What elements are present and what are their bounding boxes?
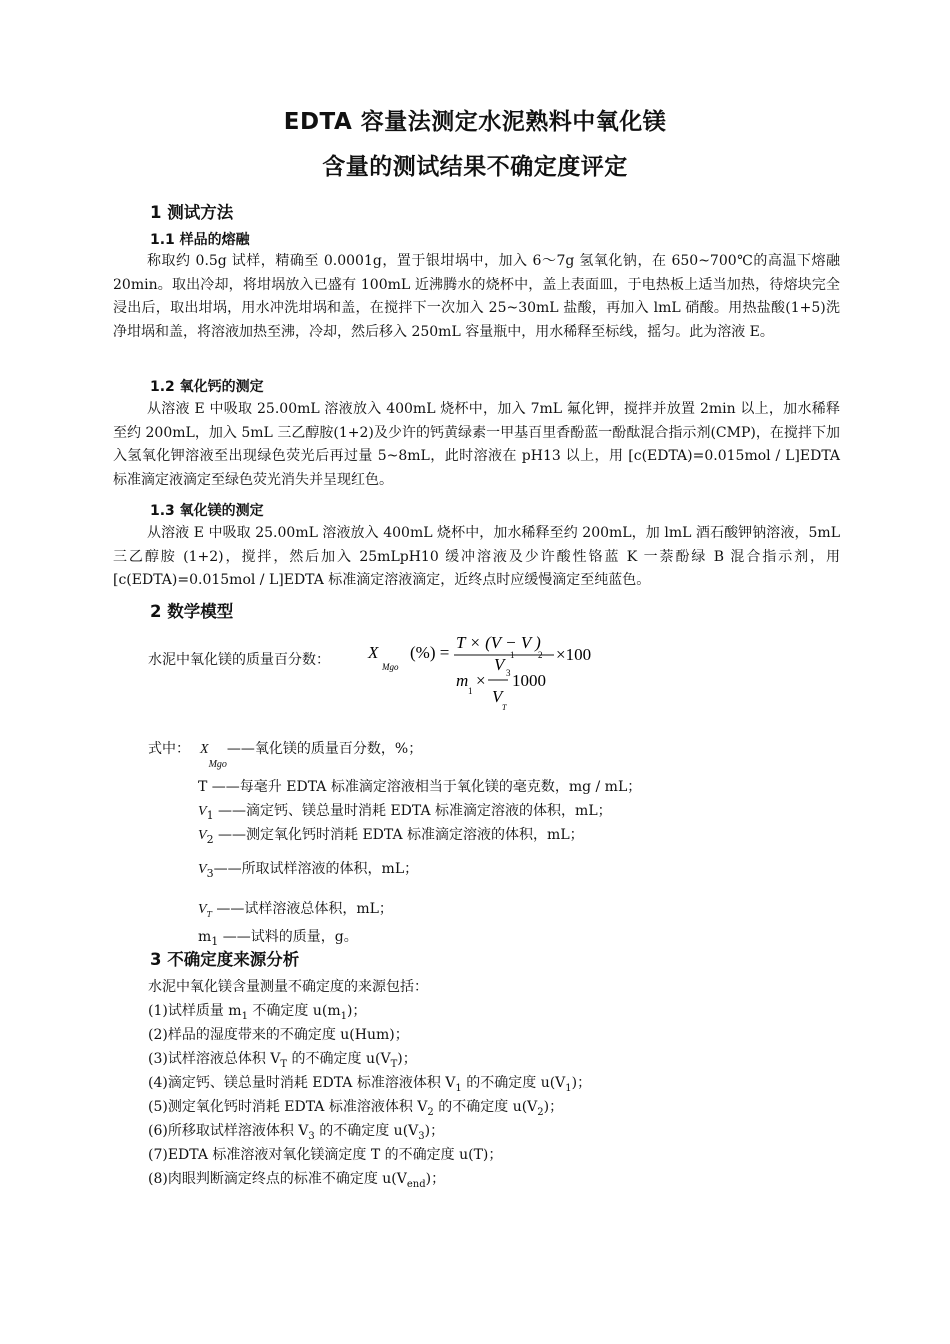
section-1-2-heading: 1.2 氧化钙的测定: [150, 379, 264, 395]
formula-lhs-sub: Mgo: [382, 662, 399, 672]
section-1-3-text: 从溶液 E 中吸取 25.00mL 溶液放入 400mL 烧杯中，加水稀释至约 200mL，加 lmL 酒石酸钾钠溶液，5mL 三乙醇胺 (1+2)，搅拌，然后加入 25mLpH10 缓冲溶液及少许酸性铬蓝 K 一萘酚绿 B 混合指示剂，用 [c(EDTA)=0.015mol / L]EDTA 标准滴定溶液滴定，近终点时应缓慢滴定至纯蓝色。: [113, 525, 840, 588]
definition-description: ——试样溶液总体积，mL；: [211, 901, 393, 917]
definition-symbol: V: [198, 828, 207, 843]
source-text: )；: [346, 1003, 367, 1019]
symbol-definition-row: [198, 800, 612, 822]
uncertainty-source-item: [148, 1024, 409, 1044]
source-subscript: 3: [418, 1130, 425, 1142]
symbol-definition-row: [198, 776, 641, 796]
definition-description: ——滴定钙、镁总量时消耗 EDTA 标准滴定溶液的体积，mL；: [213, 803, 612, 819]
definition-subscript: 1: [211, 934, 219, 948]
source-text: 不确定度 u(m: [247, 1003, 341, 1019]
source-text: )；: [425, 1171, 446, 1187]
section-1-3-heading: 1.3 氧化镁的测定: [150, 503, 264, 519]
source-subscript: 1: [340, 1010, 347, 1022]
formula-svg: [360, 628, 620, 714]
definition-symbol: V: [198, 804, 207, 819]
source-subscript: T: [390, 1058, 398, 1070]
where-x-sub: Mgo: [208, 758, 227, 770]
formula-den-m: m: [456, 671, 469, 690]
title-line-1: EDTA 容量法测定水泥熟料中氧化镁: [283, 109, 667, 135]
source-text: )；: [397, 1051, 417, 1067]
source-text: )；: [543, 1099, 564, 1115]
source-text: (8)肉眼判断滴定终点的标准不确定度 u(V: [148, 1171, 407, 1187]
formula-lhs-rest: (%) =: [410, 643, 450, 662]
definition-symbol: V: [198, 862, 207, 877]
symbol-definition-row: [198, 858, 418, 880]
formula-lhs-x: X: [368, 643, 379, 662]
source-subscript: 2: [427, 1106, 434, 1118]
where-label: 式中：: [148, 741, 190, 757]
section-3-heading: 3 不确定度来源分析: [150, 950, 300, 969]
source-subscript: T: [280, 1058, 288, 1070]
formula-den-m-sub: 1: [468, 686, 473, 696]
source-text: (5)测定氧化钙时消耗 EDTA 标准溶液体积 V: [148, 1099, 428, 1115]
source-text: (1)试样质量 m: [148, 1003, 242, 1019]
source-text: )；: [424, 1123, 445, 1139]
definition-description: ——所取试样溶液的体积，mL；: [213, 861, 419, 877]
source-text: (3)试样溶液总体积 V: [148, 1051, 281, 1067]
where-x-symbol: X: [200, 742, 209, 757]
source-subscript: 1: [455, 1082, 462, 1094]
formula-label: 水泥中氧化镁的质量百分数：: [148, 652, 330, 668]
definition-symbol: T: [198, 779, 208, 795]
source-subscript: end: [406, 1178, 426, 1190]
formula-den-v: V: [494, 655, 505, 674]
where-x-desc: ——氧化镁的质量百分数，%；: [226, 741, 423, 757]
uncertainty-source-item: [148, 1168, 445, 1190]
source-text: )；: [571, 1075, 592, 1091]
formula-times-100: ×100: [556, 645, 592, 664]
symbol-definition-row: [198, 926, 358, 948]
formula-num-sub1: 1: [510, 650, 515, 660]
source-text: (6)所移取试样溶液体积 V: [148, 1123, 309, 1139]
section-3-intro: 水泥中氧化镁含量测量不确定度的来源包括：: [148, 979, 428, 995]
source-text: 的不确定度 u(V: [433, 1099, 538, 1115]
source-text: 的不确定度 u(V: [314, 1123, 419, 1139]
source-subscript: 1: [565, 1082, 572, 1094]
definition-subscript: 1: [206, 808, 214, 822]
definition-description: ——试料的质量，g。: [218, 929, 358, 945]
formula-numerator: T × (V − V ): [456, 633, 541, 652]
uncertainty-source-item: [148, 1048, 417, 1070]
source-text: (2)样品的湿度带来的不确定度 u(Hum)；: [148, 1027, 409, 1043]
source-text: 的不确定度 u(V: [461, 1075, 566, 1091]
section-2-heading: 2 数学模型: [150, 602, 234, 621]
section-1-heading: 1 测试方法: [150, 203, 234, 222]
definition-description: ——测定氧化钙时消耗 EDTA 标准滴定溶液的体积，mL；: [213, 827, 584, 843]
uncertainty-source-item: [148, 1000, 366, 1022]
source-subscript: 2: [537, 1106, 544, 1118]
formula-den-vt-sub: T: [502, 703, 507, 712]
definition-subscript: 3: [206, 866, 214, 880]
formula-den-times: ×: [476, 671, 486, 690]
source-subscript: 3: [308, 1130, 315, 1142]
title-line-2: 含量的测试结果不确定度评定: [322, 154, 628, 180]
formula-den-1000: 1000: [512, 671, 546, 690]
source-subscript: 1: [241, 1010, 248, 1022]
source-text: 的不确定度 u(V: [287, 1051, 391, 1067]
definition-symbol: V: [198, 902, 207, 917]
uncertainty-source-item: [148, 1120, 444, 1142]
definition-subscript: T: [206, 909, 212, 919]
section-1-1-heading: 1.1 样品的熔融: [150, 232, 250, 248]
section-1-1-text: 称取约 0.5g 试样，精确至 0.0001g，置于银坩埚中，加入 6～7g 氢氧化钠，在 650~700℃的高温下熔融 20min。取出冷却，将坩埚放入已盛有 100mL 近沸腾水的烧杯中，盖上表面皿，于电热板上适当加热，待熔块完全浸出后，取出坩埚，用水冲洗坩埚和盖，在搅拌下一次加入 25~30mL 盐酸，再加入 lmL 硝酸。用热盐酸(1+5)洗净坩埚和盖，将溶液加热至沸，冷却，然后移入 250mL 容量瓶中，用水稀释至标线，摇匀。此为溶液 E。: [113, 253, 840, 340]
uncertainty-source-item: [148, 1096, 563, 1118]
definition-description: ——每毫升 EDTA 标准滴定溶液相当于氧化镁的毫克数，mg / mL；: [207, 779, 642, 795]
symbol-definition-row: [198, 824, 584, 846]
mass-fraction-formula: [360, 628, 620, 714]
uncertainty-source-item: [148, 1144, 502, 1164]
formula-den-v-sub: 3: [506, 668, 511, 678]
formula-den-vt: V: [492, 687, 503, 706]
definition-subscript: 2: [206, 832, 214, 846]
section-1-2-text: 从溶液 E 中吸取 25.00mL 溶液放入 400mL 烧杯中，加入 7mL 氟化钾，搅拌并放置 2min 以上，加水稀释至约 200mL，加入 5mL 三乙醇胺(1+2)及少许的钙黄绿素一甲基百里香酚蓝一酚酞混合指示剂(CMP)，在搅拌下加入氢氧化钾溶液至出现绿色荧光后再过量 5~8mL，此时溶液在 pH13 以上，用 [c(EDTA)=0.015mol / L]EDTA 标准滴定液滴定至绿色荧光消失并呈现红色。: [113, 401, 840, 488]
formula-num-sub2: 2: [538, 650, 543, 660]
definition-symbol: m: [198, 929, 212, 945]
symbol-definition-row: [198, 898, 393, 919]
source-text: (4)滴定钙、镁总量时消耗 EDTA 标准溶液体积 V: [148, 1075, 456, 1091]
where-x-def: [200, 738, 423, 770]
uncertainty-source-item: [148, 1072, 591, 1094]
source-text: (7)EDTA 标准溶液对氧化镁滴定度 T 的不确定度 u(T)；: [148, 1147, 503, 1163]
